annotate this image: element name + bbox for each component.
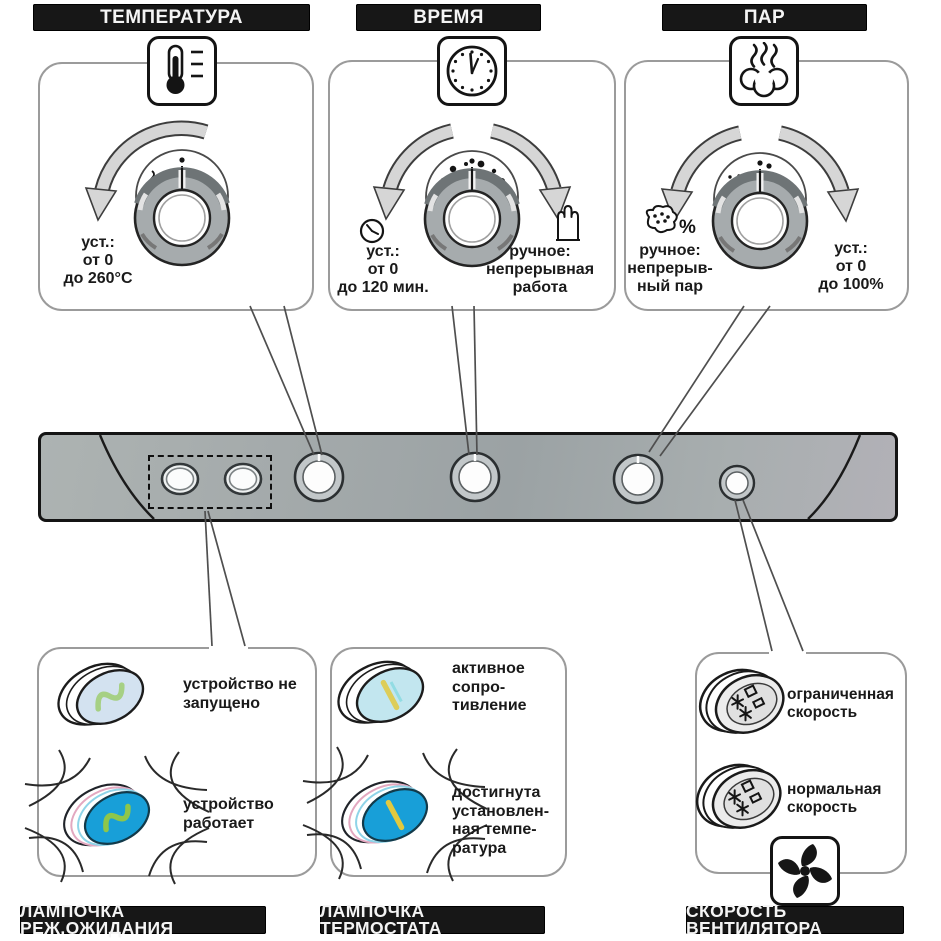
standby-on-label: устройство работает (183, 796, 274, 832)
steam-manual-label: ручное: непрерыв- ный пар (627, 242, 713, 295)
time-manual-label: ручное: непрерывная работа (485, 243, 595, 296)
fan-icon-tile (770, 836, 840, 906)
fan-speed-button-limited (692, 653, 802, 753)
thermostat-title-bar (320, 900, 545, 938)
thermometer-icon (153, 42, 211, 100)
steam-title-bar (662, 4, 867, 31)
steam-set-label: уст.: от 0 до 100% (818, 240, 884, 293)
thermometer-icon-tile (147, 36, 217, 106)
fan-speed-button-normal (689, 748, 799, 848)
thermostat-off-label: активное сопро- тивление (452, 660, 527, 715)
panel-knob-fan-speed[interactable] (720, 466, 754, 500)
fan-limited-label: ограниченная скорость (787, 686, 894, 721)
thermostat-on-label: достигнута установлен- ная темпе- ратура (452, 784, 550, 857)
panel-knob-time[interactable] (451, 453, 499, 501)
temperature-set-label: уст.: от 0 до 260°C (63, 234, 133, 287)
temperature-title-bar (33, 4, 310, 31)
standby-title: ЛАМПОЧКА РЕЖ.ОЖИДАНИЯ (20, 900, 174, 938)
fan-speed-title-bar (686, 900, 904, 938)
fan-normal-label: нормальная скорость (787, 781, 882, 816)
time-title: ВРЕМЯ (413, 7, 484, 28)
time-set-label: уст.: от 0 до 120 мин. (337, 243, 429, 296)
steam-icon (735, 42, 793, 100)
fan-icon (777, 843, 833, 899)
clock-icon-tile (437, 36, 507, 106)
steam-title: ПАР (743, 7, 786, 28)
clock-icon (443, 42, 501, 100)
control-panel-strip (38, 432, 898, 522)
panel-knob-steam[interactable] (614, 455, 662, 503)
time-title-bar (356, 4, 541, 31)
standby-lights-dashed-outline (148, 455, 272, 509)
temperature-title: ТЕМПЕРАТУРА (100, 7, 243, 28)
panel-knob-temperature[interactable] (295, 453, 343, 501)
clock-icon (361, 220, 383, 242)
percent-sign: % (679, 217, 696, 238)
fan-speed-title: СКОРОСТЬ ВЕНТИЛЯТОРА (686, 900, 823, 938)
thermostat-title: ЛАМПОЧКА ТЕРМОСТАТА (320, 900, 442, 938)
standby-title-bar (20, 900, 266, 938)
droplets-icon (647, 206, 696, 238)
standby-off-label: устройство не запущено (183, 676, 297, 712)
steam-icon-tile (729, 36, 799, 106)
